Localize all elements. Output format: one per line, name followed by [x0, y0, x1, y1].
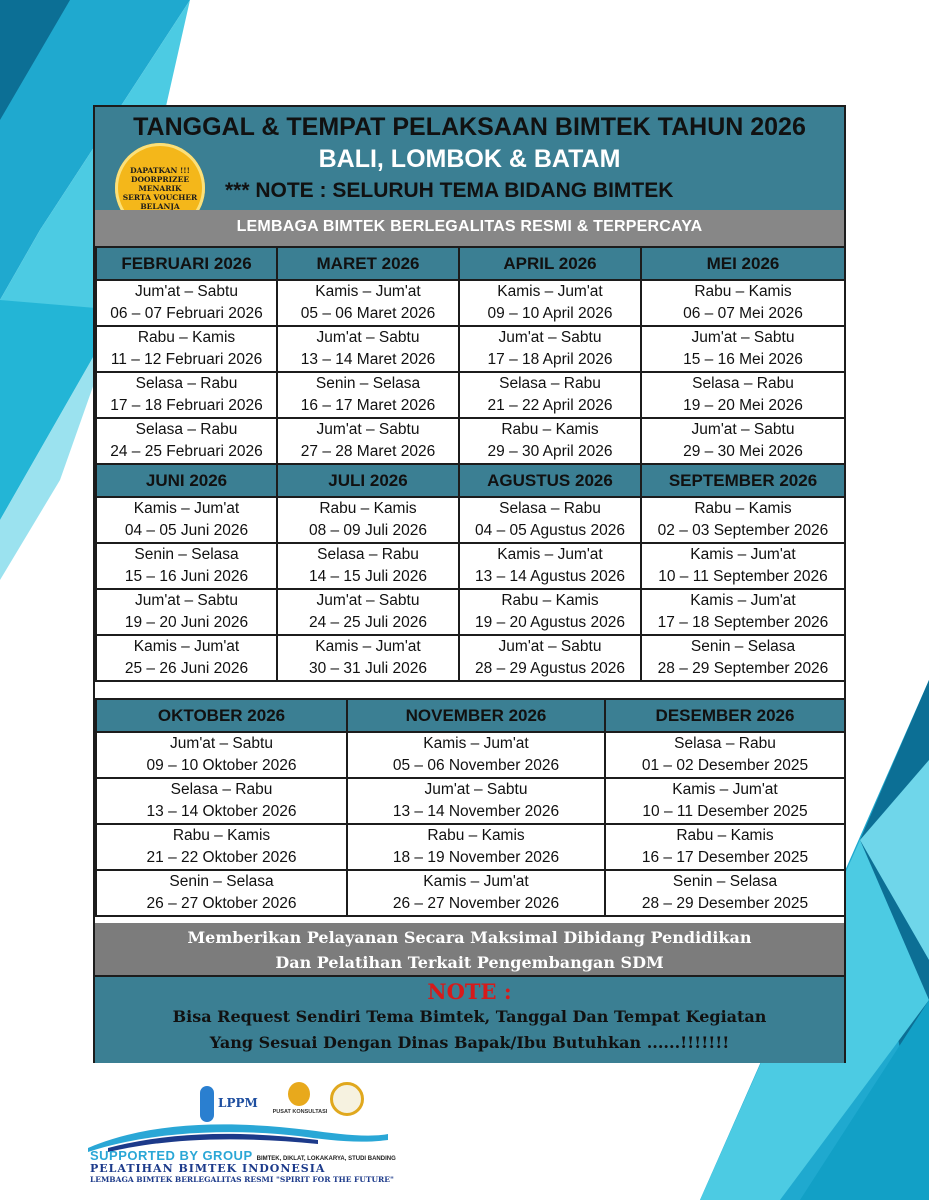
page-title: TANGGAL & TEMPAT PELAKSAAN BIMTEK TAHUN 2026: [133, 113, 806, 141]
schedule-dates: 17 – 18 Februari 2026: [110, 397, 263, 414]
schedule-dates: 18 – 19 November 2026: [392, 849, 560, 866]
month-header: MEI 2026: [641, 247, 845, 280]
schedule-cell: [459, 635, 641, 681]
schedule-table-feb-sep: [95, 246, 846, 682]
schedule-days: Kamis – Jum'at: [497, 546, 603, 563]
schedule-cell: [459, 589, 641, 635]
schedule-dates: 17 – 18 April 2026: [487, 351, 613, 368]
schedule-days: Selasa – Rabu: [317, 546, 419, 563]
schedule-dates: 16 – 17 Maret 2026: [300, 397, 436, 414]
month-header: APRIL 2026: [459, 247, 641, 280]
badge-line: MENARIK: [138, 183, 182, 193]
badge-line: SERTA VOUCHER: [122, 192, 198, 202]
schedule-dates: 06 – 07 Februari 2026: [110, 305, 263, 322]
schedule-cell: [347, 824, 605, 870]
schedule-days: Jum'at – Sabtu: [316, 329, 420, 346]
schedule-cell: [277, 418, 459, 464]
schedule-dates: 08 – 09 Juli 2026: [308, 522, 428, 539]
schedule-dates: 09 – 10 Oktober 2026: [146, 757, 297, 774]
schedule-dates: 15 – 16 Juni 2026: [124, 568, 249, 585]
schedule-dates: 04 – 05 Juni 2026: [124, 522, 249, 539]
schedule-dates: 06 – 07 Mei 2026: [683, 305, 803, 322]
schedule-dates: 19 – 20 Agustus 2026: [475, 614, 625, 631]
schedule-days: Selasa – Rabu: [499, 375, 601, 392]
org-name: PELATIHAN BIMTEK INDONESIA: [90, 1162, 326, 1175]
schedule-cell: [277, 372, 459, 418]
schedule-dates: 10 – 11 Desember 2025: [642, 803, 808, 820]
schedule-row: [96, 589, 845, 635]
schedule-cell: [605, 870, 845, 916]
schedule-days: Rabu – Kamis: [676, 827, 774, 844]
schedule-cell: [605, 824, 845, 870]
schedule-dates: 26 – 27 November 2026: [392, 895, 560, 912]
month-header: JUNI 2026: [96, 464, 277, 497]
schedule-days: Kamis – Jum'at: [315, 283, 421, 300]
schedule-dates: 13 – 14 Oktober 2026: [146, 803, 297, 820]
request-note-band: [95, 975, 844, 1063]
schedule-sheet: [93, 105, 846, 1063]
schedule-dates: 29 – 30 April 2026: [487, 443, 613, 460]
schedule-cell: [96, 497, 277, 543]
schedule-dates: 13 – 14 Agustus 2026: [475, 568, 625, 585]
schedule-cell: [459, 497, 641, 543]
schedule-dates: 21 – 22 April 2026: [487, 397, 613, 414]
schedule-dates: 13 – 14 November 2026: [392, 803, 560, 820]
schedule-days: Kamis – Jum'at: [690, 592, 796, 609]
month-header: SEPTEMBER 2026: [641, 464, 845, 497]
schedule-days: Rabu – Kamis: [694, 283, 792, 300]
schedule-dates: 19 – 20 Juni 2026: [124, 614, 249, 631]
schedule-cell: [96, 635, 277, 681]
schedule-days: Kamis – Jum'at: [133, 638, 240, 655]
schedule-cell: [96, 372, 277, 418]
schedule-days: Senin – Selasa: [315, 375, 421, 392]
schedule-cell: [641, 589, 845, 635]
schedule-dates: 02 – 03 September 2026: [657, 522, 829, 539]
schedule-cell: [96, 543, 277, 589]
schedule-row: [96, 497, 845, 543]
schedule-days: Jum'at – Sabtu: [135, 283, 238, 300]
schedule-dates: 05 – 06 Maret 2026: [300, 305, 436, 322]
schedule-dates: 11 – 12 Februari 2026: [110, 351, 263, 368]
schedule-cell: [277, 635, 459, 681]
schedule-cell: [277, 326, 459, 372]
schedule-dates: 09 – 10 April 2026: [487, 305, 613, 322]
services-text: BIMTEK, DIKLAT, LOKAKARYA, STUDI BANDING: [256, 1156, 396, 1162]
schedule-dates: 17 – 18 September 2026: [657, 614, 829, 631]
supported-by-label: [90, 1148, 396, 1163]
month-header: OKTOBER 2026: [96, 699, 347, 732]
schedule-days: Senin – Selasa: [134, 546, 239, 563]
schedule-days: Kamis – Jum'at: [315, 638, 421, 655]
month-header: DESEMBER 2026: [605, 699, 845, 732]
org-tagline: LEMBAGA BIMTEK BERLEGALITAS RESMI "SPIRIT FOR THE FUTURE": [90, 1175, 394, 1184]
schedule-cell: [459, 280, 641, 326]
location-title: BALI, LOMBOK & BATAM: [318, 145, 621, 173]
schedule-cell: [96, 280, 277, 326]
schedule-cell: [96, 326, 277, 372]
supported-by-text: SUPPORTED BY GROUP: [90, 1148, 253, 1163]
schedule-cell: [459, 326, 641, 372]
schedule-days: Senin – Selasa: [672, 873, 778, 890]
schedule-cell: [347, 870, 605, 916]
service-line-1: Memberikan Pelayanan Secara Maksimal Dibidang Pendidikan: [187, 928, 752, 947]
schedule-cell: [96, 418, 277, 464]
schedule-row: [96, 824, 845, 870]
schedule-days: Jum'at – Sabtu: [691, 329, 795, 346]
schedule-days: Rabu – Kamis: [501, 421, 599, 438]
schedule-days: Rabu – Kamis: [694, 500, 792, 517]
schedule-days: Kamis – Jum'at: [497, 283, 603, 300]
month-header: FEBRUARI 2026: [96, 247, 277, 280]
schedule-days: Kamis – Jum'at: [133, 500, 240, 517]
month-header-row: [96, 247, 845, 280]
schedule-days: Jum'at – Sabtu: [498, 638, 602, 655]
schedule-days: Rabu – Kamis: [172, 827, 271, 844]
schedule-dates: 15 – 16 Mei 2026: [683, 351, 803, 368]
schedule-days: Jum'at – Sabtu: [424, 781, 528, 798]
schedule-cell: [459, 372, 641, 418]
schedule-row: [96, 870, 845, 916]
schedule-days: Jum'at – Sabtu: [316, 592, 420, 609]
schedule-cell: [96, 589, 277, 635]
schedule-dates: 05 – 06 November 2026: [392, 757, 560, 774]
schedule-days: Selasa – Rabu: [135, 375, 238, 392]
schedule-cell: [277, 589, 459, 635]
lppm-logo-text: LPPM: [218, 1096, 258, 1110]
schedule-cell: [641, 372, 845, 418]
theme-note: *** NOTE : SELURUH TEMA BIDANG BIMTEK: [225, 179, 674, 202]
month-header: NOVEMBER 2026: [347, 699, 605, 732]
schedule-days: Rabu – Kamis: [427, 827, 525, 844]
schedule-dates: 10 – 11 September 2026: [658, 568, 828, 585]
schedule-cell: [96, 778, 347, 824]
schedule-dates: 14 – 15 Juli 2026: [308, 568, 428, 585]
service-line-2: Dan Pelatihan Terkait Pengembangan SDM: [275, 953, 664, 972]
schedule-row: [96, 418, 845, 464]
schedule-cell: [347, 778, 605, 824]
schedule-row: [96, 372, 845, 418]
schedule-days: Selasa – Rabu: [692, 375, 794, 392]
schedule-cell: [96, 824, 347, 870]
laurel-icon: [330, 1082, 364, 1116]
schedule-dates: 25 – 26 Juni 2026: [124, 660, 249, 677]
schedule-cell: [347, 732, 605, 778]
schedule-days: Jum'at – Sabtu: [691, 421, 795, 438]
schedule-cell: [459, 543, 641, 589]
schedule-dates: 26 – 27 Oktober 2026: [146, 895, 297, 912]
schedule-days: Jum'at – Sabtu: [135, 592, 238, 609]
month-header: AGUSTUS 2026: [459, 464, 641, 497]
schedule-row: [96, 732, 845, 778]
schedule-days: Senin – Selasa: [169, 873, 274, 890]
badge-line: DOORPRIZEE: [130, 174, 190, 184]
supporter-logos: [88, 1078, 396, 1188]
schedule-days: Jum'at – Sabtu: [498, 329, 602, 346]
schedule-cell: [277, 280, 459, 326]
schedule-cell: [641, 326, 845, 372]
schedule-dates: 13 – 14 Maret 2026: [300, 351, 436, 368]
schedule-days: Rabu – Kamis: [501, 592, 599, 609]
badge-line: DAPATKAN !!!: [130, 165, 190, 175]
schedule-dates: 24 – 25 Februari 2026: [110, 443, 263, 460]
note-heading: NOTE :: [427, 979, 512, 1004]
schedule-days: Rabu – Kamis: [137, 329, 236, 346]
schedule-dates: 28 – 29 Agustus 2026: [475, 660, 625, 677]
schedule-row: [96, 543, 845, 589]
pusat-konsultasi-text: PUSAT KONSULTASI: [272, 1109, 328, 1115]
schedule-cell: [641, 497, 845, 543]
schedule-dates: 21 – 22 Oktober 2026: [146, 849, 297, 866]
schedule-cell: [277, 497, 459, 543]
schedule-days: Jum'at – Sabtu: [316, 421, 420, 438]
schedule-row: [96, 326, 845, 372]
header-band: [95, 107, 844, 210]
graduate-icon: [288, 1082, 310, 1106]
schedule-cell: [641, 418, 845, 464]
month-header-row: [96, 464, 845, 497]
schedule-dates: 16 – 17 Desember 2025: [641, 849, 809, 866]
schedule-cell: [277, 543, 459, 589]
schedule-days: Kamis – Jum'at: [423, 873, 529, 890]
month-header-row: [96, 699, 845, 732]
schedule-dates: 01 – 02 Desember 2025: [641, 757, 809, 774]
schedule-days: Selasa – Rabu: [135, 421, 238, 438]
schedule-cell: [641, 280, 845, 326]
schedule-days: Rabu – Kamis: [319, 500, 417, 517]
flame-icon: [200, 1086, 214, 1122]
schedule-row: [96, 778, 845, 824]
schedule-dates: 24 – 25 Juli 2026: [308, 614, 428, 631]
service-band: [95, 923, 844, 975]
schedule-cell: [605, 732, 845, 778]
schedule-dates: 27 – 28 Maret 2026: [300, 443, 436, 460]
schedule-days: Kamis – Jum'at: [672, 781, 778, 798]
schedule-days: Selasa – Rabu: [170, 781, 273, 798]
schedule-cell: [641, 635, 845, 681]
schedule-dates: 28 – 29 Desember 2025: [641, 895, 809, 912]
note-line-1: Bisa Request Sendiri Tema Bimtek, Tanggal Dan Tempat Kegiatan: [172, 1007, 767, 1026]
schedule-days: Jum'at – Sabtu: [170, 735, 273, 752]
schedule-cell: [459, 418, 641, 464]
schedule-dates: 29 – 30 Mei 2026: [683, 443, 803, 460]
schedule-days: Selasa – Rabu: [499, 500, 601, 517]
badge-line: BELANJA: [140, 201, 180, 211]
schedule-dates: 04 – 05 Agustus 2026: [475, 522, 625, 539]
note-line-2: Yang Sesuai Dengan Dinas Bapak/Ibu Butuhkan ......!!!!!!!: [209, 1033, 730, 1052]
schedule-days: Selasa – Rabu: [674, 735, 776, 752]
schedule-cell: [605, 778, 845, 824]
schedule-days: Senin – Selasa: [690, 638, 796, 655]
subtitle-band: [95, 210, 844, 246]
schedule-row: [96, 635, 845, 681]
schedule-row: [96, 280, 845, 326]
schedule-dates: 30 – 31 Juli 2026: [308, 660, 428, 677]
schedule-dates: 19 – 20 Mei 2026: [683, 397, 803, 414]
schedule-dates: 28 – 29 September 2026: [657, 660, 829, 677]
schedule-days: Kamis – Jum'at: [690, 546, 796, 563]
schedule-table-oct-dec: [95, 698, 846, 917]
schedule-cell: [96, 732, 347, 778]
schedule-cell: [96, 870, 347, 916]
month-header: JULI 2026: [277, 464, 459, 497]
month-header: MARET 2026: [277, 247, 459, 280]
subtitle: LEMBAGA BIMTEK BERLEGALITAS RESMI & TERPERCAYA: [236, 218, 703, 235]
schedule-cell: [641, 543, 845, 589]
schedule-days: Kamis – Jum'at: [423, 735, 529, 752]
